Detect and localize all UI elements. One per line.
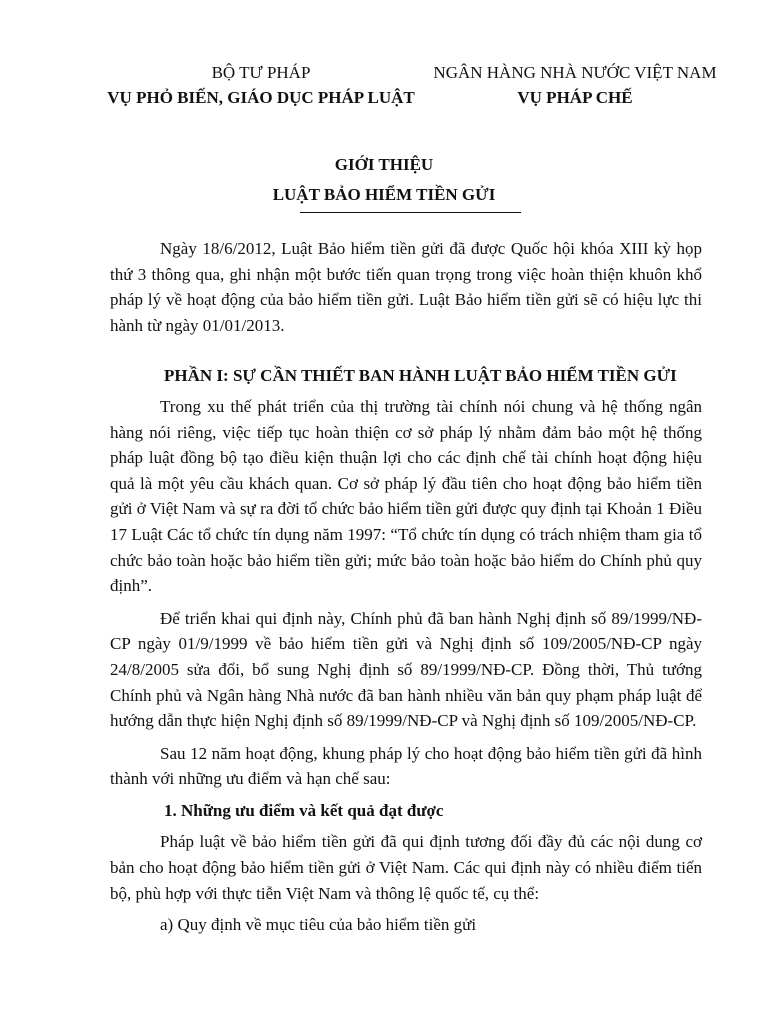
body-paragraph-1: Trong xu thế phát triển của thị trường tài chính nói chung và hệ thống ngân hàng nói riêng, việc tiếp tục hoàn thiện cơ sở pháp lý nhằm đảm bảo một hệ thống pháp luật đồng bộ tạo điều kiện thuận lợi cho các định chế tài chính hoạt động hiệu quả là một yêu cầu khách quan. Cơ sở pháp lý đầu tiên cho hoạt động bảo hiểm tiền gửi ở Việt Nam và sự ra đời tổ chức bảo hiểm tiền gửi được quy định tại Khoản 1 Điều 17 Luật Các tổ chức tín dụng năm 1997: “Tổ chức tín dụng có trách nhiệm tham gia tổ chức bảo toàn hoặc bảo hiểm tiền gửi; mức bảo toàn hoặc bảo hiểm do Chính phủ quy định”. — [110, 396, 702, 596]
body-paragraph-2: Để triển khai qui định này, Chính phủ đã ban hành Nghị định số 89/1999/NĐ-CP ngày 01/9/1999 về bảo hiểm tiền gửi và Nghị định số 109/2005/NĐ-CP ngày 24/8/2005 sửa đổi, bổ sung Nghị định số 89/1999/NĐ-CP. Đồng thời, Thủ tướng Chính phủ và Ngân hàng Nhà nước đã ban hành nhiều văn bản quy phạm pháp luật để hướng dẫn thực hiện Nghị định số 89/1999/NĐ-CP và Nghị định số 109/2005/NĐ-CP. — [110, 608, 702, 731]
header-left — [96, 60, 426, 110]
intro-paragraph: Ngày 18/6/2012, Luật Bảo hiểm tiền gửi đã được Quốc hội khóa XIII kỳ họp thứ 3 thông qua, ghi nhận một bước tiến quan trọng trong việc hoàn thiện khuôn khổ pháp lý về hoạt động của bảo hiểm tiền gửi. Luật Bảo hiểm tiền gửi sẽ có hiệu lực thi hành từ ngày 01/01/2013. — [110, 239, 702, 335]
header-right — [420, 60, 730, 110]
header-left-org: BỘ TƯ PHÁP — [211, 63, 311, 82]
section-heading: PHẦN I: SỰ CẦN THIẾT BAN HÀNH LUẬT BẢO HIỂM TIỀN GỬI — [164, 366, 677, 386]
title-line-2: LUẬT BẢO HIỂM TIỀN GỬI — [272, 185, 496, 204]
body-paragraph-3: Sau 12 năm hoạt động, khung pháp lý cho hoạt động bảo hiểm tiền gửi đã hình thành với những ưu điểm và hạn chế sau: — [110, 743, 702, 789]
subsection-heading: 1. Những ưu điểm và kết quả đạt được — [164, 800, 444, 820]
title-line-1: GIỚI THIỆU — [334, 155, 434, 174]
document-body — [110, 236, 702, 938]
list-item-a: a) Quy định về mục tiêu của bảo hiểm tiền gửi — [160, 915, 477, 935]
body-paragraph-4: Pháp luật về bảo hiểm tiền gửi đã qui định tương đối đầy đủ các nội dung cơ bản cho hoạt động bảo hiểm tiền gửi ở Việt Nam. Các qui định này có nhiều điểm tiến bộ, phù hợp với thực tiễn Việt Nam và thông lệ quốc tế, cụ thể: — [110, 832, 702, 903]
title-underline — [300, 212, 521, 213]
header-right-dept: VỤ PHÁP CHẾ — [517, 88, 633, 107]
header-left-dept: VỤ PHỎ BIẾN, GIÁO DỤC PHÁP LUẬT — [107, 88, 415, 107]
document-title — [0, 150, 768, 210]
header-right-org: NGÂN HÀNG NHÀ NƯỚC VIỆT NAM — [433, 63, 717, 82]
